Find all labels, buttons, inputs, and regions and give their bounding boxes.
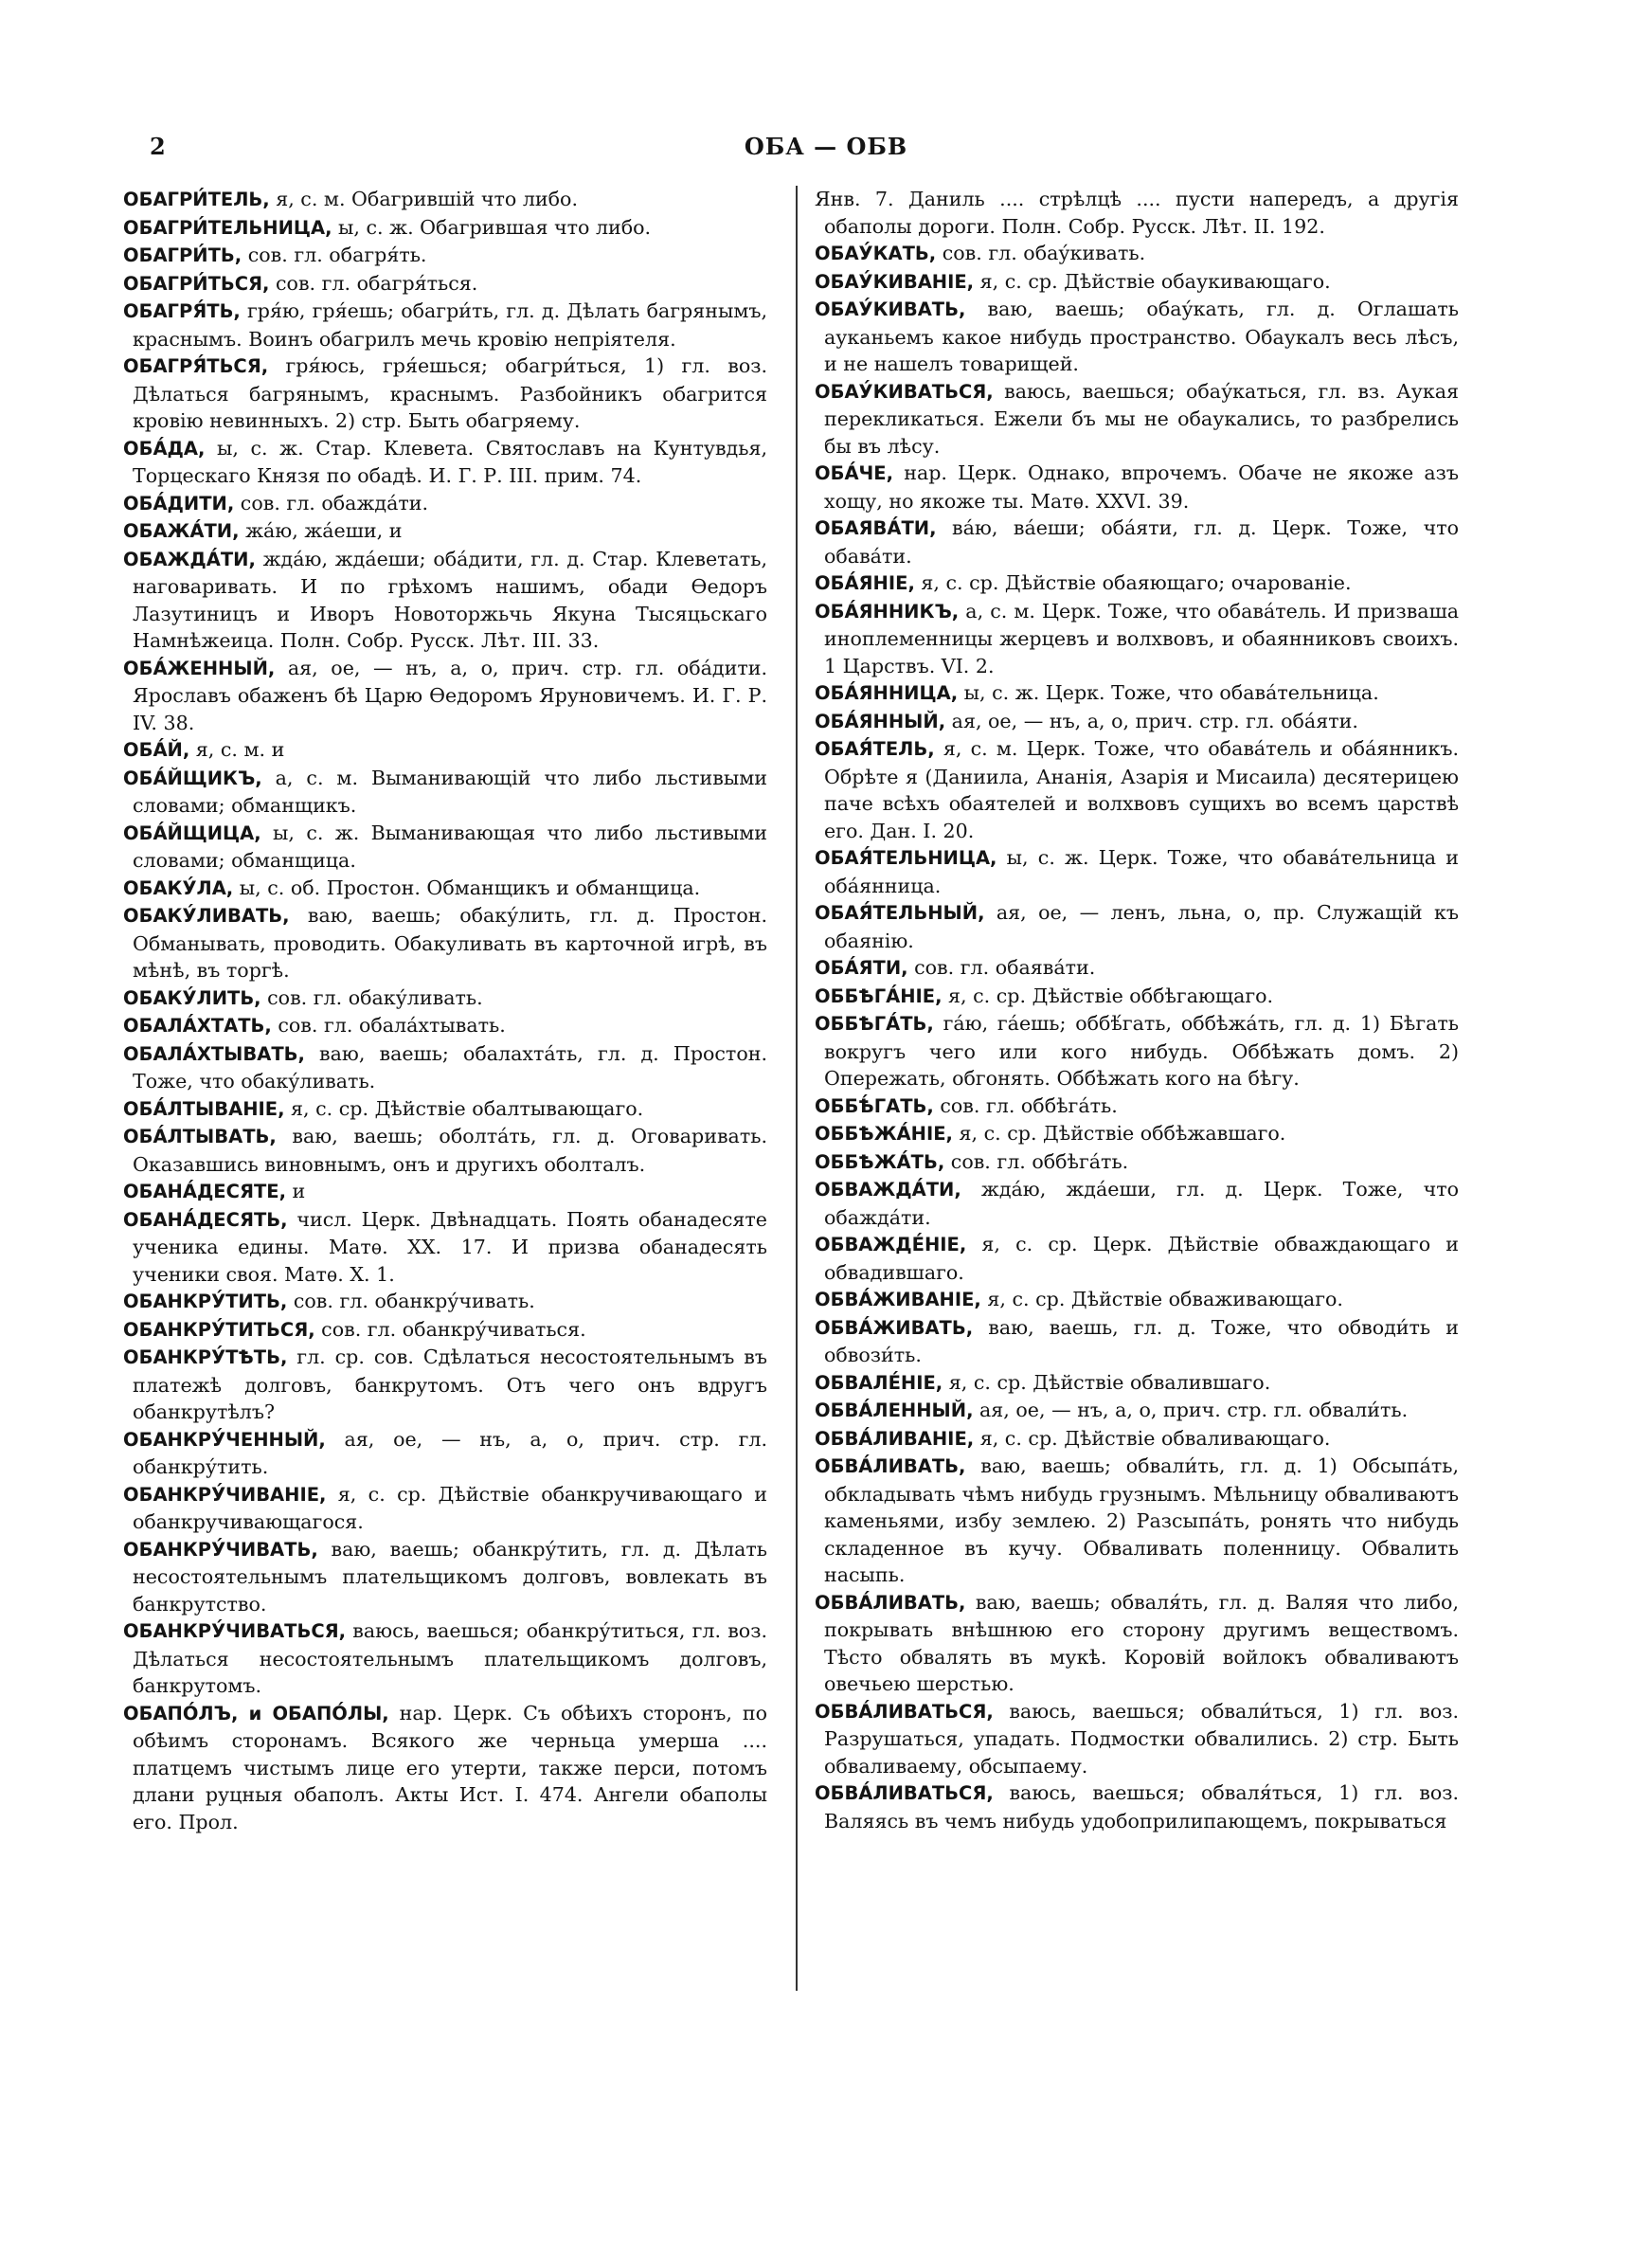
entry-headword: ОБАНКРУ́ТѢТЬ, [123, 1346, 288, 1368]
entry-headword: ОБАУ́КАТЬ, [815, 243, 937, 264]
dictionary-entry [123, 736, 767, 765]
entry-definition: сов. гл. обагря́ть. [242, 244, 427, 266]
entry-definition: ваю, ваешь; обваля́ть, гл. д. Валяя что либо, покрывать внѣшнюю его сторону другимъ веществомъ. Тѣсто обвалять въ мукѣ. Коровій войлокъ обваливаютъ овечьею шерстью. [824, 1590, 1459, 1695]
dictionary-entry [815, 1589, 1459, 1698]
entry-headword: ОБАНКРУ́ТИТЬ, [123, 1291, 288, 1312]
entry-headword: ОБАНКРУ́ЧЕННЫЙ, [123, 1428, 326, 1451]
dictionary-entry [123, 1426, 767, 1481]
entry-headword: ОБА́ДА, [123, 437, 206, 460]
dictionary-entry [123, 214, 767, 243]
entry-headword: ОБА́ЯННИЦА, [815, 682, 959, 704]
dictionary-entry [123, 352, 767, 435]
dictionary-entry [123, 490, 767, 518]
entry-definition: ваюсь, ваешься; обваля́ться, 1) гл. воз. Валяясь въ чемъ нибудь удобоприлипающемъ, покрываться [824, 1781, 1459, 1833]
entry-definition: ва́ю, ва́еши; оба́яти, гл. д. Церк. Тоже, что обава́ти. [824, 516, 1459, 568]
entry-headword: ОБВА́ЛИВАТЬСЯ, [815, 1700, 994, 1723]
entry-definition: ая, ое, — нъ, а, о, прич. стр. гл. оба́яти. [945, 709, 1358, 732]
dictionary-entry [815, 954, 1459, 983]
dictionary-entry [123, 1012, 767, 1040]
entry-definition: сов. гл. оббѣга́ть. [933, 1093, 1118, 1117]
entry-definition: ы, с. ж. Церк. Тоже, что обава́тельница и оба́янница. [824, 846, 1459, 897]
entry-definition: сов. гл. оббѣга́ть. [944, 1149, 1129, 1173]
entry-definition: я, с. ср. Церк. Дѣйствіе обваждающаго и обвадившаго. [824, 1233, 1459, 1284]
entry-definition: ы, с. ж. Стар. Клевета. Святославъ на Кунтувдья, Торцескаго Князя по обадѣ. И. Г. Р. III. прим. 74. [133, 436, 767, 487]
entry-definition: ваюсь, ваешься; обанкру́титься, гл. воз. Дѣлаться несостоятельнымъ плательщикомъ долговъ, банкрутомъ. [133, 1619, 767, 1697]
entry-headword: ОБАНКРУ́ЧИВАТЬСЯ, [123, 1620, 347, 1642]
dictionary-entry [815, 1120, 1459, 1148]
entry-headword: ОБАЯ́ТЕЛЬНЫЙ, [815, 902, 985, 924]
entry-headword: ОБАНКРУ́ТИТЬСЯ, [123, 1318, 315, 1341]
entry-definition: сов. гл. обагря́ться. [269, 271, 478, 295]
entry-headword: ОБВАЛЕ́НІЕ, [815, 1371, 943, 1394]
entry-headword: ОБАКУ́ЛИТЬ, [123, 986, 261, 1009]
left-column [123, 186, 767, 1835]
entry-definition: а, с. м. Выманивающій что либо льстивыми словами; обманщикъ. [133, 766, 767, 817]
entry-headword: ОБАЯ́ТЕЛЬНИЦА, [815, 847, 997, 869]
entry-headword: ОБАНА́ДЕСЯТЕ, [123, 1181, 286, 1202]
dictionary-entry [815, 983, 1459, 1011]
entry-definition: ваю, ваешь; обвали́ть, гл. д. 1) Обсыпа́ть, обкладывать чѣмъ нибудь грузнымъ. Мѣльницу обваливаютъ каменьями, избу землею. 2) Разсыпа́ть, ронять что нибудь складенное въ кучу. Обваливать поленницу. Обвалить насыпь. [824, 1454, 1459, 1586]
dictionary-entry [123, 186, 767, 214]
entry-definition: ваю, ваешь; обаку́лить, гл. д. Простон. Обманывать, проводить. Обакуливать въ карточной игрѣ, въ мѣнѣ, въ торгѣ. [133, 904, 767, 982]
entry-definition: я, с. ср. Дѣйствіе обалтывающаго. [284, 1096, 644, 1120]
entry-headword: ОБАНКРУ́ЧИВАТЬ, [123, 1538, 318, 1561]
entry-headword: ОБАНА́ДЕСЯТЬ, [123, 1208, 288, 1231]
entry-headword: ОБАГРИ́ТЕЛЬ, [123, 189, 270, 210]
entry-headword: ОБВА́ЛИВАТЬСЯ, [815, 1782, 994, 1804]
entry-headword: ОБВА́ЖИВАТЬ, [815, 1316, 974, 1339]
entry-definition: я, с. м. Церк. Тоже, что обава́тель и оба́янникъ. Обрѣте я (Даниила, Ананія, Азарія и Мисаила) десятерицею паче всѣхъ обаятелей и волхвовъ сущихъ во всемъ царствѣ его. Дан. I. 20. [824, 737, 1459, 842]
entry-definition: я, с. ср. Дѣйствіе обваживающаго. [980, 1288, 1343, 1310]
dictionary-entry [815, 1397, 1459, 1425]
dictionary-entry [815, 1286, 1459, 1314]
entry-headword: ОБАЛА́ХТЫВАТЬ, [123, 1042, 305, 1065]
entry-headword: ОБВА́ЛИВАТЬ, [815, 1455, 966, 1477]
dictionary-entry [123, 1288, 767, 1316]
entry-definition: сов. гл. обажда́ти. [234, 491, 429, 515]
entry-definition: я, с. ср. Дѣйствіе обанкручивающаго и обанкручивающагося. [133, 1482, 767, 1533]
page-number: 2 [150, 133, 166, 160]
dictionary-entry [815, 1369, 1459, 1398]
dictionary-entry [815, 679, 1459, 708]
entry-definition: сов. гл. обанкру́чиваться. [314, 1317, 586, 1341]
dictionary-entry [815, 598, 1459, 680]
entry-headword: ОБАНКРУ́ЧИВАНІЕ, [123, 1483, 327, 1506]
entry-headword: ОБА́ЯНІЕ, [815, 572, 915, 594]
entry-headword: ОБВА́ЛИВАТЬ, [815, 1591, 966, 1614]
entry-definition: ваюсь, ваешься; обау́каться, гл. вз. Аукая перекликаться. Ежели бъ мы не обаукались, то разбрелись бы въ лѣсу. [824, 379, 1459, 458]
entry-headword: ОБАГРЯ́ТЬ, [123, 300, 241, 322]
entry-headword: ОБАГРЯ́ТЬСЯ, [123, 355, 269, 377]
dictionary-entry [123, 1617, 767, 1700]
entry-definition: я, с. ср. Дѣйствіе обаукивающаго. [974, 269, 1331, 293]
entry-definition: ая, ое, — нъ, а, о, прич. стр. гл. оба́дити. Ярославъ обаженъ бѣ Царю Ѳедоромъ Яруновичемъ. И. Г. Р. IV. 38. [133, 656, 767, 734]
dictionary-entry [123, 1536, 767, 1618]
entry-definition: Янв. 7. Даниль .... стрѣлцѣ .... пусти напередъ, а другія обаполы дороги. Полн. Собр. Русск. Лѣт. II. 192. [815, 188, 1459, 238]
dictionary-entry [123, 517, 767, 546]
dictionary-entry [815, 186, 1459, 240]
dictionary-entry [815, 569, 1459, 598]
entry-definition: сов. гл. обау́кивать. [936, 242, 1146, 264]
entry-definition: ы, с. об. Простон. Обманщикъ и обманщица. [233, 876, 701, 899]
dictionary-entry [123, 1095, 767, 1124]
entry-definition: ая, ое, — нъ, а, о, прич. стр. гл. обанкру́тить. [133, 1427, 767, 1478]
entry-definition: жда́ю, жда́еши; оба́дити, гл. д. Стар. Клеветать, наговаривать. И по грѣхомъ нашимъ, обади Ѳедоръ Лазутиницъ и Иворъ Новоторжьчь Якуна Тысяцьскаго Намнѣжеица. Полн. Собр. Русск. Лѣт. III. 33. [133, 547, 767, 652]
entry-definition: ваю, ваешь; обанкру́тить, гл. д. Дѣлать несостоятельнымъ плательщикомъ долговъ, вовлекать въ банкрутство. [133, 1537, 767, 1616]
entry-headword: ОБАГРИ́ТЬ, [123, 244, 242, 266]
dictionary-entry [815, 296, 1459, 378]
entry-definition: я, с. м. и [189, 738, 285, 761]
dictionary-entry [815, 378, 1459, 460]
entry-definition: сов. гл. обала́хтывать. [271, 1014, 506, 1037]
dictionary-entry [815, 460, 1459, 515]
dictionary-entry [815, 735, 1459, 844]
dictionary-entry [815, 268, 1459, 297]
dictionary-entry [815, 1231, 1459, 1286]
entry-definition: сов. гл. обаява́ти. [907, 956, 1096, 979]
entry-definition: гря́юсь, гря́ешься; обагри́ться, 1) гл. воз. Дѣлаться багрянымъ, краснымъ. Разбойникъ обагрится кровію невинныхъ. 2) стр. Быть обагряему. [133, 354, 767, 432]
dictionary-entry [815, 1314, 1459, 1369]
right-column [815, 186, 1459, 1834]
entry-headword: ОБАУ́КИВАТЬСЯ, [815, 380, 994, 403]
entry-headword: ОБВАЖДА́ТИ, [815, 1179, 961, 1201]
dictionary-entry [123, 298, 767, 352]
entry-definition: и [286, 1180, 306, 1202]
dictionary-entry [123, 1316, 767, 1345]
entry-headword: ОББѢЖА́ТЬ, [815, 1150, 945, 1173]
entry-definition: я, с. ср. Дѣйствіе оббѣжавшаго. [952, 1122, 1286, 1145]
dictionary-entry [123, 655, 767, 737]
entry-definition: га́ю, га́ешь; оббѣ́гать, оббѣжа́ть, гл. д. 1) Бѣгать вокругъ чего или кого нибудь. Оббѣжать домъ. 2) Опережать, обгонять. Оббѣжать кого на бѣгу. [824, 1012, 1459, 1090]
running-head: ОБА — ОБВ [744, 133, 908, 160]
entry-headword: ОБАЯВА́ТИ, [815, 517, 937, 539]
dictionary-entry [123, 820, 767, 875]
dictionary-entry [815, 1779, 1459, 1834]
dictionary-entry [815, 1453, 1459, 1589]
entry-definition: я, с. ср. Дѣйствіе обаяющаго; очарованіе. [914, 571, 1352, 594]
entry-definition: ая, ое, — ленъ, льна, о, пр. Служащій къ обаянію. [824, 901, 1459, 952]
entry-definition: нар. Церк. Однако, впрочемъ. Обаче не якоже азъ хощу, но якоже ты. Матѳ. XXVI. 39. [824, 461, 1459, 513]
dictionary-entry [815, 1425, 1459, 1454]
dictionary-entry [123, 435, 767, 490]
dictionary-entry [815, 1698, 1459, 1780]
entry-headword: ОБАЛА́ХТАТЬ, [123, 1015, 272, 1037]
entry-definition: ваю, ваешь; обалахта́ть, гл. д. Простон. Тоже, что обаку́ливать. [133, 1041, 767, 1092]
entry-definition: я, с. ср. Дѣйствіе обвалившаго. [943, 1370, 1271, 1394]
entry-headword: ОБВА́ЛЕННЫЙ, [815, 1399, 974, 1421]
entry-definition: ваю, ваешь; оболта́ть, гл. д. Оговаривать. Оказавшись виновнымъ, онъ и другихъ оболталъ. [133, 1125, 767, 1176]
entry-definition: сов. гл. обаку́ливать. [260, 985, 483, 1009]
entry-headword: ОБА́ЙЩИКЪ, [123, 767, 262, 789]
dictionary-entry [123, 1481, 767, 1536]
entry-definition: сов. гл. обанкру́чивать. [287, 1290, 535, 1312]
entry-definition: жа́ю, жа́еши, и [239, 519, 403, 542]
entry-definition: а, с. м. Церк. Тоже, что обава́тель. И призваша иноплеменницы жерцевъ и волхвовъ, и обаянниковъ своихъ. 1 Царствъ. VI. 2. [824, 599, 1459, 677]
column-divider [796, 186, 798, 1991]
entry-headword: ОББѢЖА́НІЕ, [815, 1123, 953, 1145]
dictionary-entry [123, 984, 767, 1013]
dictionary-entry [815, 1148, 1459, 1177]
entry-headword: ОБВА́ЖИВАНІЕ, [815, 1289, 981, 1310]
dictionary-entry [815, 1092, 1459, 1121]
entry-headword: ОБАУ́КИВАТЬ, [815, 298, 966, 320]
entry-headword: ОББѢГА́ТЬ, [815, 1013, 934, 1035]
dictionary-entry [123, 1178, 767, 1206]
dictionary-entry [815, 1176, 1459, 1231]
dictionary-entry [123, 1206, 767, 1289]
dictionary-entry [815, 240, 1459, 268]
entry-definition: ая, ое, — нъ, а, о, прич. стр. гл. обвали́ть. [973, 1399, 1409, 1421]
dictionary-entry [123, 242, 767, 270]
entry-headword: ОБАКУ́ЛА, [123, 876, 234, 899]
entry-headword: ОБА́ДИТИ, [123, 492, 235, 515]
entry-headword: ОБА́ЛТЫВАТЬ, [123, 1126, 277, 1147]
dictionary-entry [123, 902, 767, 984]
entry-headword: ОБА́ЯТИ, [815, 957, 908, 979]
entry-definition: ы, с. ж. Выманивающая что либо льстивыми словами; обманщица. [133, 821, 767, 872]
entry-definition: ы, с. ж. Церк. Тоже, что обава́тельница. [958, 681, 1379, 704]
entry-definition: я, с. м. Обагрившій что либо. [269, 188, 578, 210]
dictionary-entry [815, 899, 1459, 954]
dictionary-entry [123, 1040, 767, 1095]
entry-headword: ОБА́ЙЩИЦА, [123, 822, 261, 844]
entry-headword: ОБА́ЛТЫВАНІЕ, [123, 1097, 285, 1120]
entry-headword: ОБАКУ́ЛИВАТЬ, [123, 905, 290, 927]
entry-headword: ОБВА́ЛИВАНІЕ, [815, 1427, 975, 1450]
entry-definition: числ. Церк. Двѣнадцать. Поять обанадесяте ученика едины. Матѳ. XX. 17. И призва обанадесять ученики своя. Матѳ. X. 1. [133, 1207, 767, 1286]
entry-definition: ваю, ваешь, гл. д. Тоже, что обводи́ть и обвози́ть. [824, 1315, 1459, 1366]
entry-definition: нар. Церк. Съ обѣихъ сторонъ, по обѣимъ сторонамъ. Всякого же черньца умерша .... платцемъ чистымъ лице его утерти, также перси, потомъ длани руцныя обаполъ. Акты Ист. I. 474. Ангели обаполы его. Прол. [133, 1701, 767, 1833]
entry-definition: ваюсь, ваешься; обвали́ться, 1) гл. воз. Разрушаться, упадать. Подмостки обвалились. 2) стр. Быть обваливаему, обсыпаему. [824, 1699, 1459, 1778]
entry-headword: ОБА́ЯННИКЪ, [815, 600, 960, 623]
dictionary-entry [123, 1344, 767, 1426]
dictionary-entry [123, 875, 767, 903]
entry-definition: ы, с. ж. Обагрившая что либо. [332, 215, 652, 239]
dictionary-entry [123, 546, 767, 655]
dictionary-entry [815, 515, 1459, 569]
dictionary-entry [123, 765, 767, 820]
dictionary-entry [123, 1700, 767, 1836]
entry-headword: ОББѢ́ГАТЬ, [815, 1094, 934, 1117]
entry-headword: ОБАУ́КИВАНІЕ, [815, 270, 975, 293]
entry-definition: ваю, ваешь; обау́кать, гл. д. Оглашать ауканьемъ какое нибудь пространство. Обаукалъ весь лѣсъ, и не нашелъ товарищей. [824, 298, 1459, 375]
entry-headword: ОБАГРИ́ТЬСЯ, [123, 272, 270, 295]
dictionary-entry [815, 708, 1459, 736]
dictionary-entry [815, 844, 1459, 899]
entry-headword: ОБАПО́ЛЪ, и ОБАПО́ЛЫ, [123, 1702, 389, 1724]
entry-headword: ОБА́ЯННЫЙ, [815, 710, 946, 732]
entry-definition: я, с. ср. Дѣйствіе обваливающаго. [974, 1426, 1331, 1450]
entry-headword: ОББѢГА́НІЕ, [815, 984, 943, 1007]
entry-definition: гл. ср. сов. Сдѣлаться несостоятельнымъ въ платежѣ долговъ, банкрутомъ. Отъ чего онъ вдругъ обанкрутѣлъ? [133, 1345, 767, 1423]
entry-definition: жда́ю, жда́еши, гл. д. Церк. Тоже, что обажда́ти. [824, 1178, 1459, 1229]
dictionary-entry [815, 1010, 1459, 1092]
entry-headword: ОБА́Й, [123, 739, 190, 761]
entry-headword: ОБАЖДА́ТИ, [123, 548, 256, 570]
entry-headword: ОБА́ЖЕННЫЙ, [123, 657, 276, 679]
entry-definition: гря́ю, гря́ешь; обагри́ть, гл. д. Дѣлать багрянымъ, краснымъ. Воинъ обагрилъ мечь кровію непріятеля. [133, 299, 767, 351]
entry-headword: ОБВАЖДЕ́НІЕ, [815, 1234, 967, 1255]
dictionary-entry [123, 1123, 767, 1178]
entry-headword: ОБАЯ́ТЕЛЬ, [815, 738, 935, 760]
entry-headword: ОБАЖА́ТИ, [123, 520, 240, 542]
entry-definition: я, с. ср. Дѣйствіе оббѣгающаго. [942, 984, 1274, 1007]
entry-headword: ОБА́ЧЕ, [815, 462, 894, 484]
entry-headword: ОБАГРИ́ТЕЛЬНИЦА, [123, 216, 332, 239]
dictionary-entry [123, 270, 767, 298]
